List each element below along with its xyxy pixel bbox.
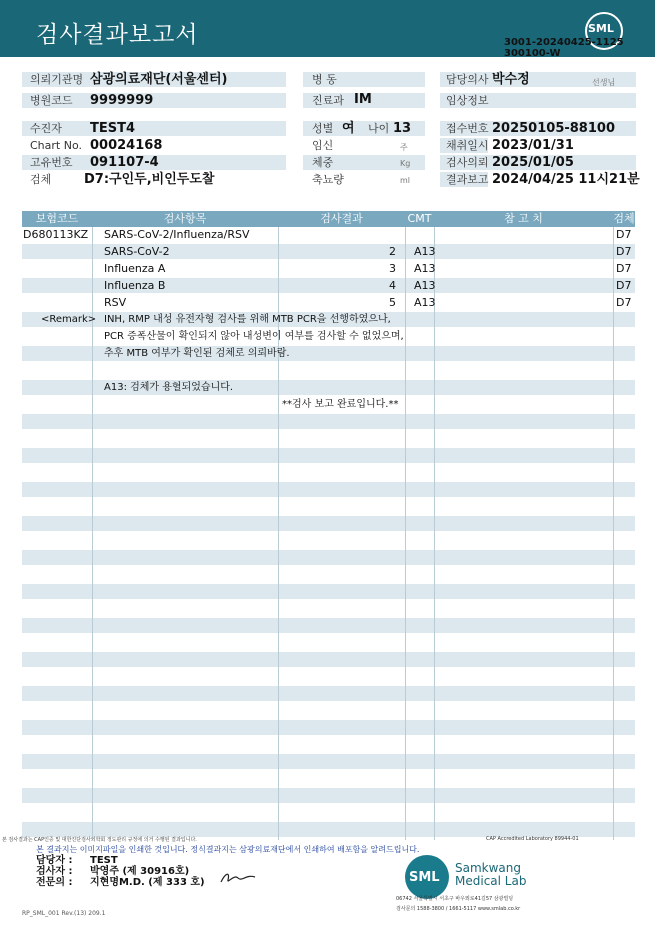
request-date-label: 검사의뢰 (446, 156, 489, 169)
row-result: 2 (389, 245, 396, 258)
manager-label: 담당자 : (36, 855, 73, 866)
print-notice: 본 결과지는 이미지파일을 인쇄한 것입니다. 정식결과지는 삼광의료재단에서 인쇄하여 배포함을 알려드립니다. (36, 845, 420, 854)
row-cmt: A13 (414, 245, 436, 258)
ward-label: 병 동 (312, 73, 337, 86)
brand-line1: Samkwang (455, 861, 521, 875)
collect-date-value: 2023/01/31 (492, 138, 574, 153)
form-id: RP_SML_001 Rev.(13) 209.1 (22, 910, 106, 917)
disclaimer: 본 검사결과는 CAP인증 및 대한진단검사의학회 정도관리 규정에 의거 수행된 결과입니다. (2, 837, 197, 843)
dept-value: IM (354, 92, 372, 107)
row-band (22, 618, 635, 633)
examiner-label: 검사자 : (36, 866, 73, 877)
col-specimen: 검체 (613, 212, 635, 225)
row-item: Influenza A (104, 262, 166, 275)
urine-label: 축뇨량 (312, 173, 344, 186)
document-id-line2: 300100-W (504, 48, 561, 59)
institution-label: 의뢰기관명 (30, 73, 84, 86)
lab-contact: 검사문의 1588-3800 / 1661-5117 www.smlab.co.kr (396, 906, 521, 912)
row-result: 5 (389, 296, 396, 309)
row-cmt: A13 (414, 262, 436, 275)
row-band (22, 414, 635, 429)
clinical-info-label: 임상정보 (446, 94, 489, 107)
chart-no-label: Chart No. (30, 139, 82, 152)
col-reference: 참 고 치 (504, 212, 543, 225)
manager-value: TEST (90, 855, 118, 866)
col-insurance-code: 보험코드 (35, 212, 79, 225)
row-item: SARS-CoV-2/Influenza/RSV (104, 228, 250, 241)
specimen-value: D7:구인두,비인두도찰 (84, 172, 215, 187)
chart-no-value: 00024168 (90, 138, 163, 153)
row-band (22, 822, 635, 837)
row-band (22, 550, 635, 565)
pregnancy-label: 임신 (312, 139, 334, 152)
age-value: 13 (393, 121, 412, 136)
urine-unit: ml (400, 176, 411, 185)
patient-value: TEST4 (90, 121, 136, 136)
row-band (22, 754, 635, 769)
report-date-label: 결과보고 (446, 173, 489, 186)
row-band (22, 652, 635, 667)
remark-line: 추후 MTB 여부가 확인된 검체로 의뢰바람. (104, 348, 290, 359)
specialist-value: 지현명M.D. (제 333 호) (90, 877, 205, 888)
col-result: 검사결과 (320, 212, 363, 225)
doctor-suffix: 선생님 (592, 78, 616, 87)
row-result: 3 (389, 262, 396, 275)
specimen-label: 검체 (30, 173, 52, 186)
doctor-value: 박수정 (492, 72, 530, 87)
unique-no-label: 고유번호 (30, 156, 73, 169)
report-date-value: 2024/04/25 11시21분 (492, 172, 640, 187)
row-band (22, 720, 635, 735)
row-specimen: D7 (616, 279, 632, 292)
request-date-value: 2025/01/05 (492, 155, 574, 170)
row-specimen: D7 (616, 262, 632, 275)
row-band (22, 516, 635, 531)
comment-note: A13: 검체가 용혈되었습니다. (104, 382, 234, 393)
examiner-value: 박영주 (제 30916호) (90, 866, 190, 877)
doctor-label: 담당의사 (446, 73, 489, 86)
row-specimen: D7 (616, 245, 632, 258)
col-divider (613, 227, 614, 840)
row-item: RSV (104, 296, 127, 309)
hospital-code-label: 병원코드 (30, 94, 73, 107)
row-item: Influenza B (104, 279, 166, 292)
lab-address: 06742 서울특별시 서초구 바우뫼로41길57 삼광빌딩 (396, 896, 514, 902)
row-result: 4 (389, 279, 396, 292)
row-specimen: D7 (616, 228, 632, 241)
col-divider (405, 227, 406, 840)
patient-label: 수진자 (30, 122, 62, 135)
dept-label: 진료과 (312, 94, 344, 107)
row-band (22, 686, 635, 701)
col-divider (434, 227, 435, 840)
row-code: D680113KZ (23, 228, 89, 241)
weight-label: 체중 (312, 156, 334, 169)
specialist-label: 전문의 : (36, 877, 73, 888)
unique-no-value: 091107-4 (90, 155, 159, 170)
remark-tag: <Remark> (41, 314, 97, 325)
remark-line: PCR 증폭산물이 확인되지 않아 내성변이 여부를 검사할 수 없었으며, (104, 331, 404, 342)
receipt-no-label: 접수번호 (446, 122, 489, 135)
completion-message: **검사 보고 완료입니다.** (282, 399, 399, 410)
document-id (504, 37, 624, 59)
brand-name (455, 862, 526, 888)
receipt-no-value: 20250105-88100 (492, 121, 615, 136)
remark-line: INH, RMP 내성 유전자형 검사를 위해 MTB PCR을 선행하였으나, (104, 314, 391, 325)
row-band (22, 584, 635, 599)
row-band (22, 448, 635, 463)
report-title: 검사결과보고서 (36, 22, 199, 48)
row-band (22, 482, 635, 497)
row-specimen: D7 (616, 296, 632, 309)
row-cmt: A13 (414, 296, 436, 309)
row-item: SARS-CoV-2 (104, 245, 170, 258)
hospital-code-value: 9999999 (90, 93, 154, 108)
col-test-item: 검사항목 (163, 212, 207, 225)
row-band (22, 788, 635, 803)
weight-unit: Kg (400, 159, 411, 168)
row-cmt: A13 (414, 279, 436, 292)
sex-value: 여 (342, 121, 355, 136)
institution-value: 삼광의료재단(서울센터) (90, 72, 228, 87)
age-label: 나이 (368, 122, 390, 135)
pregnancy-unit: 주 (400, 143, 408, 152)
collect-date-label: 채취일시 (446, 139, 489, 152)
brand-line2: Medical Lab (455, 874, 527, 888)
sml-logo-text: SML (588, 22, 614, 35)
signature-icon (218, 868, 258, 886)
document-id-line1: 3001-20240425-1125 (504, 37, 624, 48)
col-cmt: CMT (407, 212, 432, 225)
cap-accreditation: CAP Accredited Laboratory 89944-01 (486, 836, 579, 842)
sex-label: 성별 (312, 122, 334, 135)
sml-brand-logo-text: SML (409, 870, 440, 885)
